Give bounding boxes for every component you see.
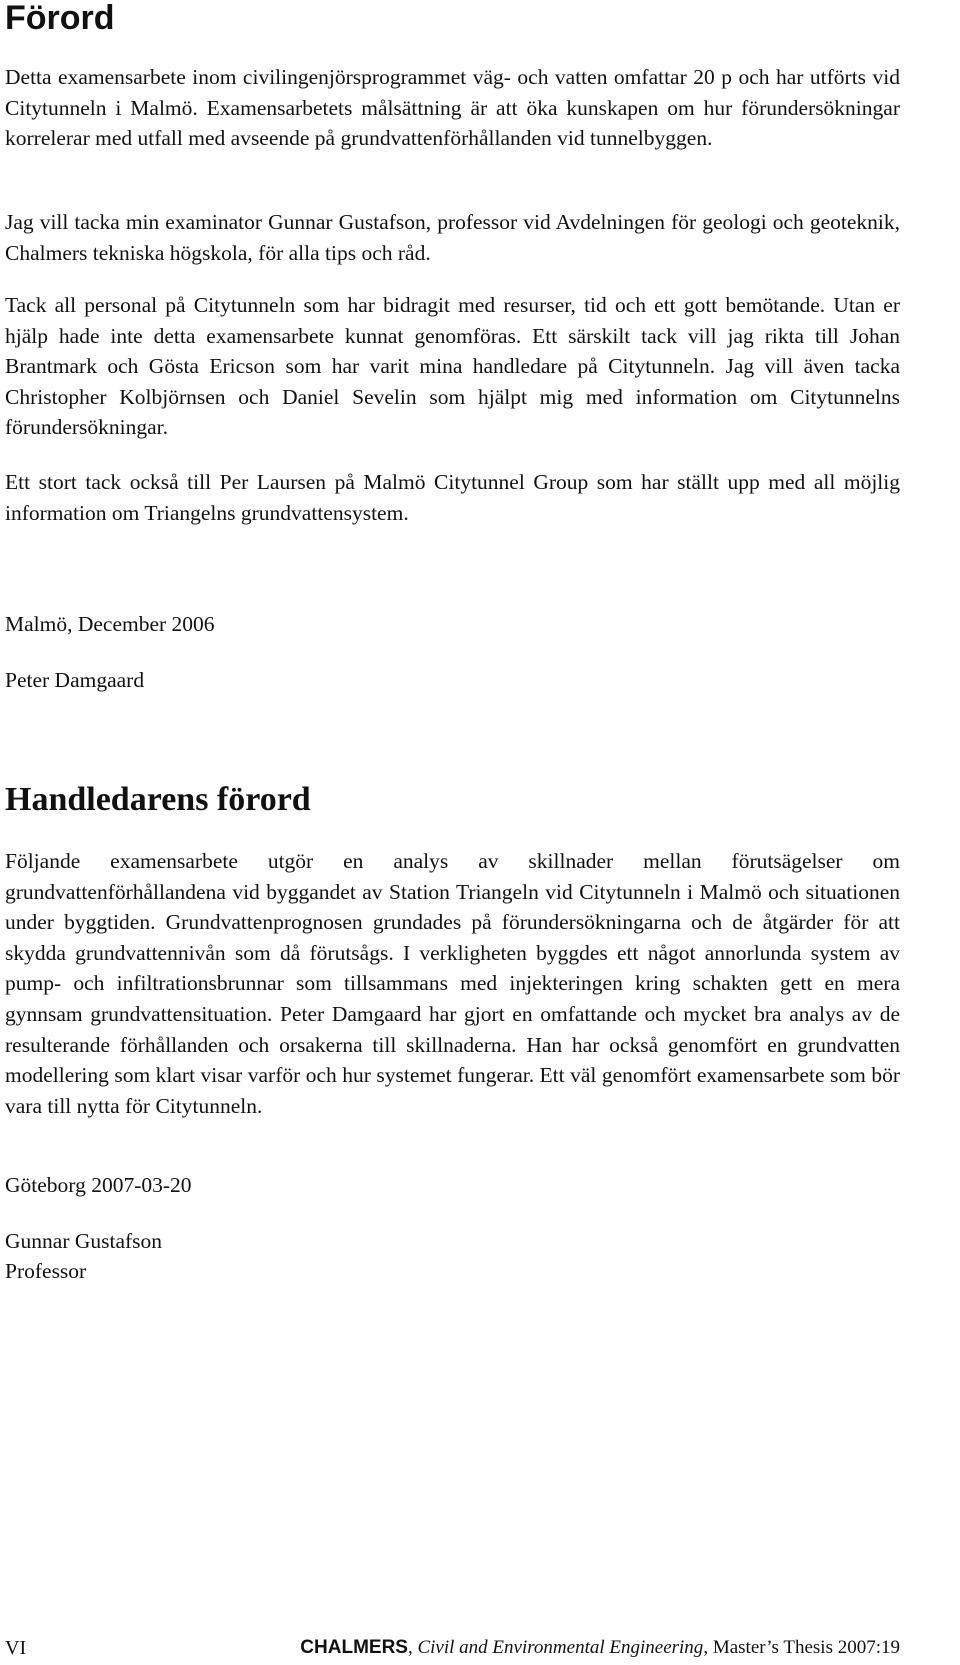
foreword-place-date: Malmö, December 2006 [5,612,215,636]
page-number: VI [5,1637,27,1659]
foreword-paragraph-3: Tack all personal på Citytunneln som har bidragit med resurser, tid och ett gott bemötande. Utan er hjälp hade inte detta examensarbete kunnat genomföras. Ett särskilt tack vill jag rikta till Johan Brantmark och Gösta Ericson som har varit mina handledare på Citytunneln. Jag vill även tacka Christopher Kolbjörnsen och Daniel Sevelin som hjälpt mig med information om Citytunnelns förundersökningar. [5,293,900,440]
supervisor-signer-title: Professor [5,1259,87,1283]
foreword-heading: Förord [5,0,115,37]
supervisor-foreword-heading: Handledarens förord [5,781,311,818]
foreword-paragraph-2: Jag vill tacka min examinator Gunnar Gustafson, professor vid Avdelningen för geologi och geoteknik, Chalmers tekniska högskola, för alla tips och råd. [5,210,900,265]
footer-brand: CHALMERS [300,1637,408,1658]
foreword-paragraph-1: Detta examensarbete inom civilingenjörsprogrammet väg- och vatten omfattar 20 p och har utförts vid Citytunneln i Malmö. Examensarbetets målsättning är att öka kunskapen om hur förundersökningar korrelerar med utfall med avseende på grundvattenförhållanden vid tunnelbyggen. [5,65,900,151]
supervisor-signer-name: Gunnar Gustafson [5,1229,163,1253]
footer-department: Civil and Environmental Engineering [417,1637,704,1658]
footer-citation [300,1634,900,1662]
foreword-author: Peter Damgaard [5,668,145,692]
supervisor-foreword-paragraph: Följande examensarbete utgör en analys av skillnader mellan förutsägelser om grundvattenförhållandena vid byggandet av Station Triangeln vid Citytunneln i Malmö och situationen under byggtiden. Grundvattenprognosen grundades på förundersökningarna och de åtgärder för att skydda grundvattennivån som då förutsågs. I verkligheten byggdes ett något annorlunda system av pump- och infiltrationsbrunnar som tillsammans med injekteringen kring schakten gett en mera gynnsam grundvattensituation. Peter Damgaard har gjort en omfattande och mycket bra analys av de resulterande förhållanden och orsakerna till skillnaderna. Han har också genomfört en grundvatten modellering som klart visar varför och hur systemet fungerar. Ett väl genomfört examensarbete som bör vara till nytta för Citytunneln. [5,849,900,1118]
footer-series: , Master’s Thesis 2007:19 [703,1637,900,1658]
page-footer [5,1634,900,1662]
foreword-paragraph-4: Ett stort tack också till Per Laursen på Malmö Citytunnel Group som har ställt upp med all möjlig information om Triangelns grundvattensystem. [5,470,900,525]
supervisor-place-date: Göteborg 2007-03-20 [5,1173,192,1197]
footer-separator: , [407,1637,418,1658]
